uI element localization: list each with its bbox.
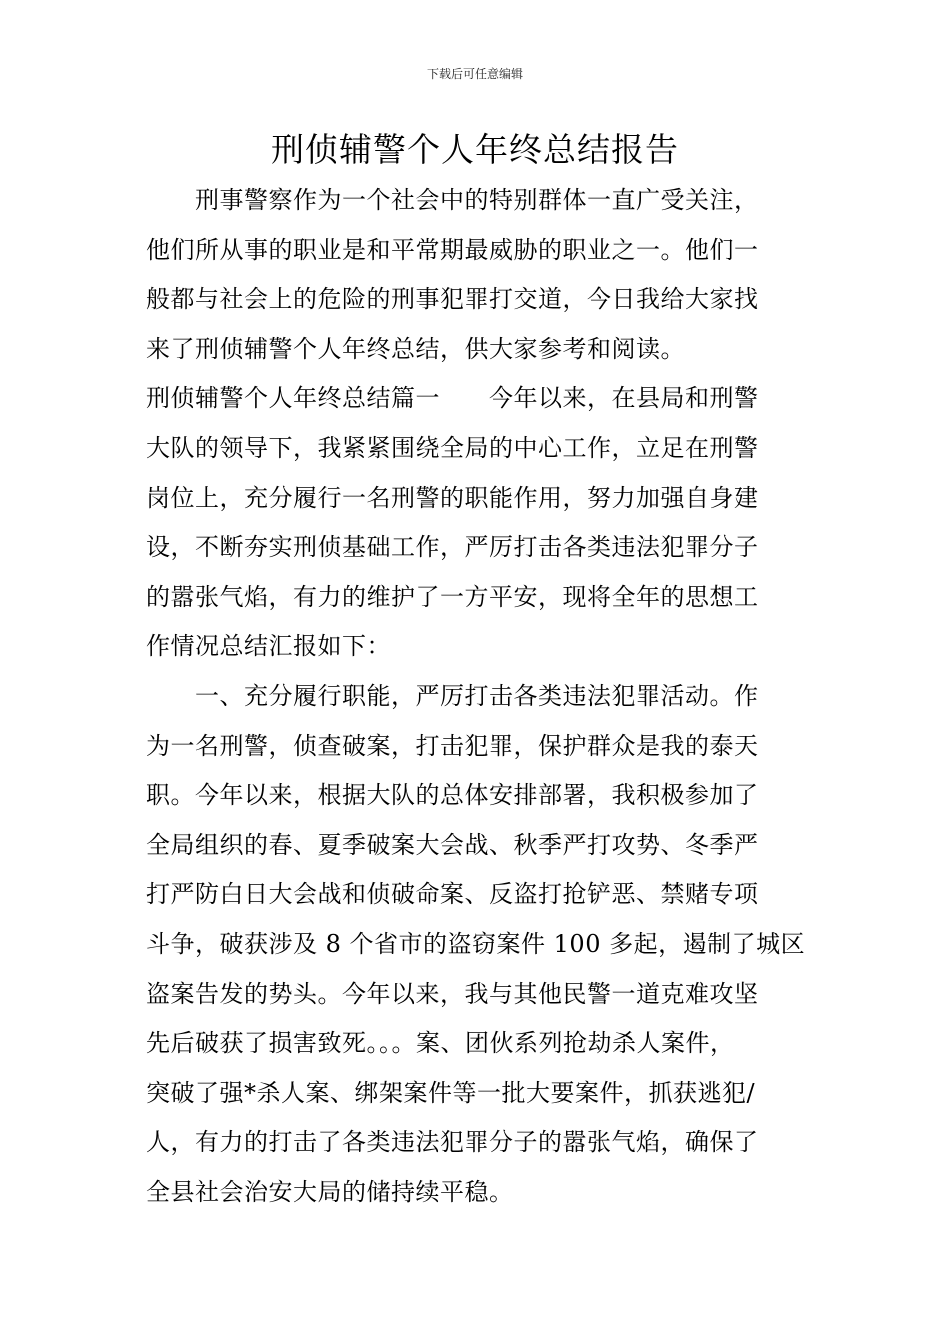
body-line: 全县社会治安大局的储持续平稳。 [146, 1177, 514, 1206]
document-title: 刑侦辅警个人年终总结报告 [271, 130, 679, 169]
body-line: 刑事警察作为一个社会中的特别群体一直广受关注， [146, 186, 759, 214]
body-line: 作情况总结汇报如下： [146, 632, 391, 661]
body-line: 为一名刑警，侦查破案，打击犯罪，保护群众是我的泰天 [146, 731, 759, 760]
body-line: 先后破获了损害致死。。。案、团伙系列抢劫杀人案件， [146, 1029, 735, 1058]
body-line: 打严防白日大会战和侦破命案、反盗打抢铲恶、禁赌专项 [146, 880, 759, 909]
body-line: 刑侦辅警个人年终总结篇一 今年以来，在县局和刑警 [146, 384, 759, 413]
body-line: 般都与社会上的危险的刑事犯罪打交道，今日我给大家找 [146, 285, 759, 314]
body-line: 职。今年以来，根据大队的总体安排部署，我积极参加了 [146, 781, 759, 810]
body-line: 盗案告发的势头。今年以来，我与其他民警一道克难攻坚 [146, 979, 759, 1008]
body-line: 岗位上，充分履行一名刑警的职能作用，努力加强自身建 [146, 483, 759, 512]
body-line: 全局组织的春、夏季破案大会战、秋季严打攻势、冬季严 [146, 830, 759, 859]
body-line: 一、充分履行职能，严厉打击各类违法犯罪活动。作 [146, 681, 759, 710]
body-line: 设，不断夯实刑侦基础工作，严厉打击各类违法犯罪分子 [146, 533, 759, 562]
body-line: 突破了强*杀人案、绑架案件等一批大要案件，抓获逃犯/ [146, 1078, 756, 1107]
body-line: 他们所从事的职业是和平常期最威胁的职业之一。他们一 [146, 235, 759, 264]
body-line: 斗争，破获涉及 8 个省市的盗窃案件 100 多起，遏制了城区 [146, 929, 806, 958]
body-line: 大队的领导下，我紧紧围绕全局的中心工作，立足在刑警 [146, 433, 759, 462]
document-body [146, 176, 808, 1217]
body-line: 人，有力的打击了各类违法犯罪分子的嚣张气焰，确保了 [146, 1128, 759, 1157]
body-line: 的嚣张气焰，有力的维护了一方平安，现将全年的思想工 [146, 582, 759, 611]
page-header-note: 下载后可任意编辑 [426, 67, 523, 81]
body-line: 来了刑侦辅警个人年终总结，供大家参考和阅读。 [146, 334, 685, 363]
